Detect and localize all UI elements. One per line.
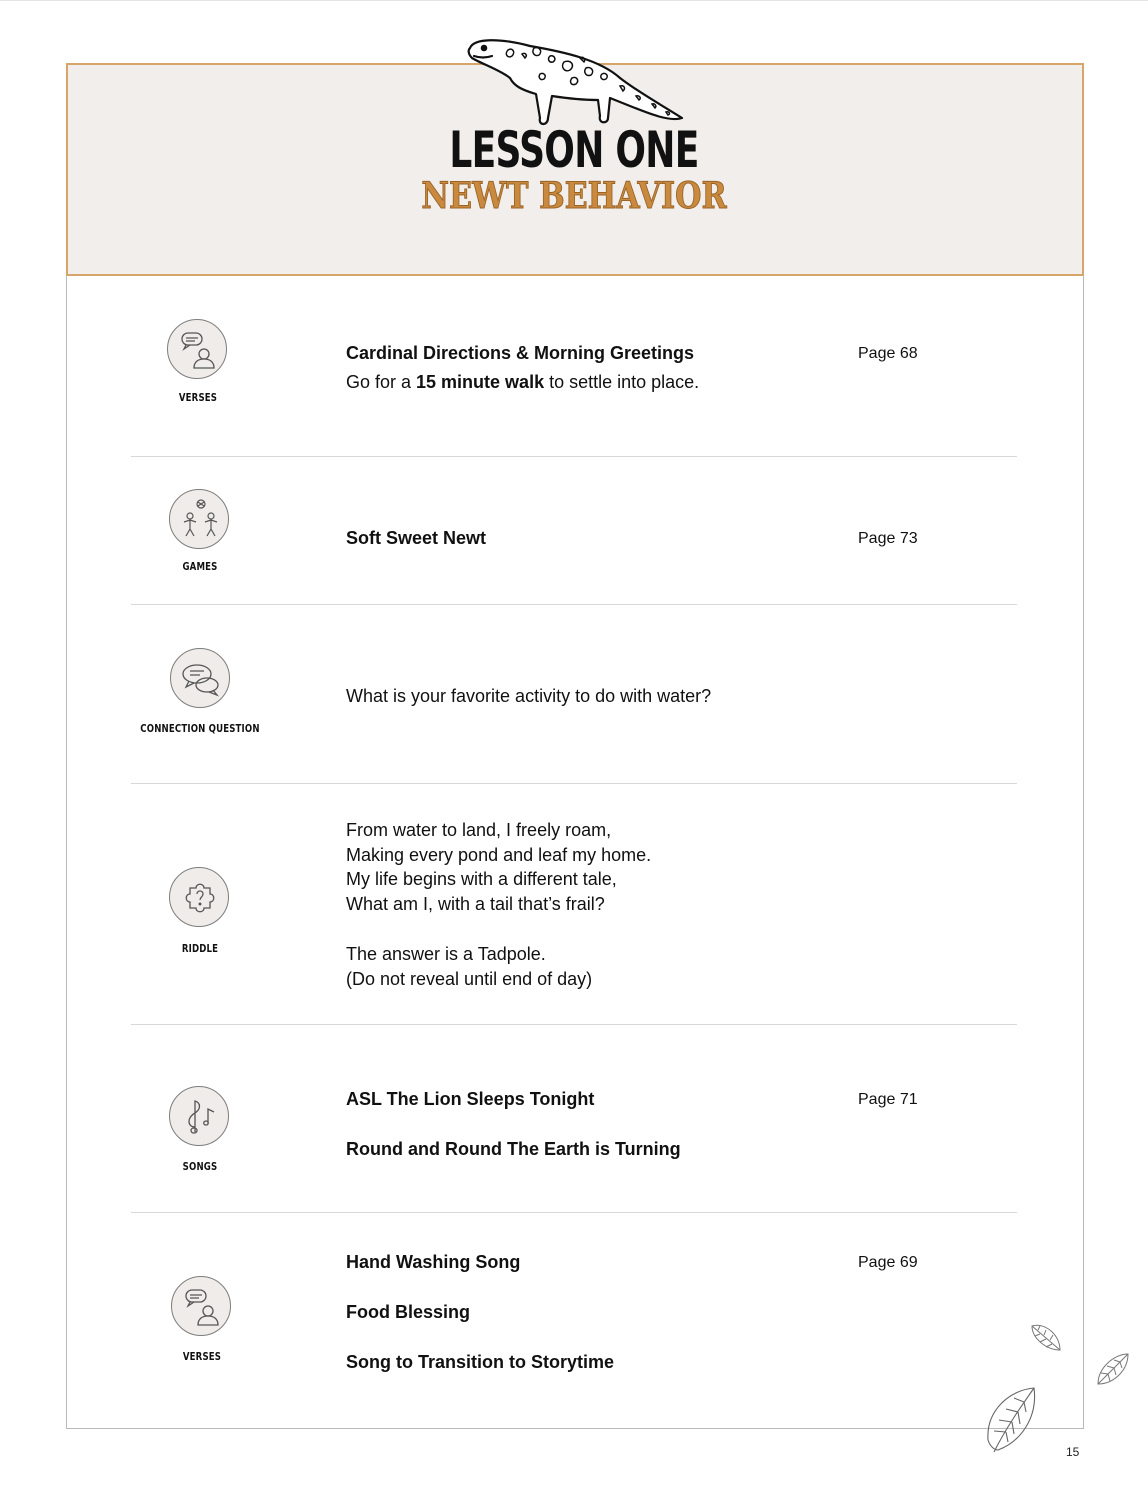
page-reference: Page 73 (858, 530, 918, 547)
songs-icon (169, 1086, 229, 1146)
section-label-games: GAMES (182, 560, 218, 573)
section-label-riddle: RIDDLE (181, 942, 219, 955)
section-divider (131, 1212, 1017, 1213)
riddle-line: My life begins with a different tale, (346, 869, 617, 889)
riddle-line: What am I, with a tail that’s frail? (346, 894, 605, 914)
leaf-icon (980, 1384, 1042, 1456)
lesson-title: LESSON ONE (449, 121, 699, 179)
song-item: Round and Round The Earth is Turning (346, 1139, 681, 1159)
connection-question-text: What is your favorite activity to do with water? (346, 686, 712, 706)
section-divider (131, 783, 1017, 784)
section-description: Go for a 15 minute walk to settle into place. (346, 372, 700, 392)
riddle-line: From water to land, I freely roam, (346, 820, 612, 840)
section-divider (131, 604, 1017, 605)
page-number: 15 (1066, 1445, 1080, 1459)
verses-icon (171, 1276, 231, 1336)
song-item: ASL The Lion Sleeps Tonight (346, 1089, 595, 1109)
verses-icon (167, 319, 227, 379)
section-title: Cardinal Directions & Morning Greetings (346, 343, 695, 363)
riddle-answer: The answer is a Tadpole. (346, 944, 546, 964)
page-reference: Page 69 (858, 1254, 918, 1271)
verse-item: Song to Transition to Storytime (346, 1352, 615, 1372)
section-label-verses: VERSES (182, 1350, 222, 1363)
lesson-subtitle: NEWT BEHAVIOR (421, 175, 727, 217)
top-rule (0, 0, 1148, 1)
page-reference: Page 71 (858, 1091, 918, 1108)
riddle-note: (Do not reveal until end of day) (346, 969, 593, 989)
leaf-icon (1028, 1320, 1064, 1356)
riddle-line: Making every pond and leaf my home. (346, 845, 652, 865)
newt-illustration (460, 34, 690, 134)
games-icon (169, 489, 229, 549)
section-divider (131, 1024, 1017, 1025)
section-label-connection-question: CONNECTION QUESTION (140, 722, 260, 735)
section-label-songs: SONGS (182, 1160, 218, 1173)
verse-item: Food Blessing (346, 1302, 471, 1322)
section-label-verses: VERSES (178, 391, 218, 404)
page-reference: Page 68 (858, 345, 918, 362)
riddle-icon (169, 867, 229, 927)
verse-item: Hand Washing Song (346, 1252, 521, 1272)
connection-question-icon (170, 648, 230, 708)
section-divider (131, 456, 1017, 457)
section-title: Soft Sweet Newt (346, 528, 487, 548)
leaf-icon (1092, 1350, 1132, 1390)
